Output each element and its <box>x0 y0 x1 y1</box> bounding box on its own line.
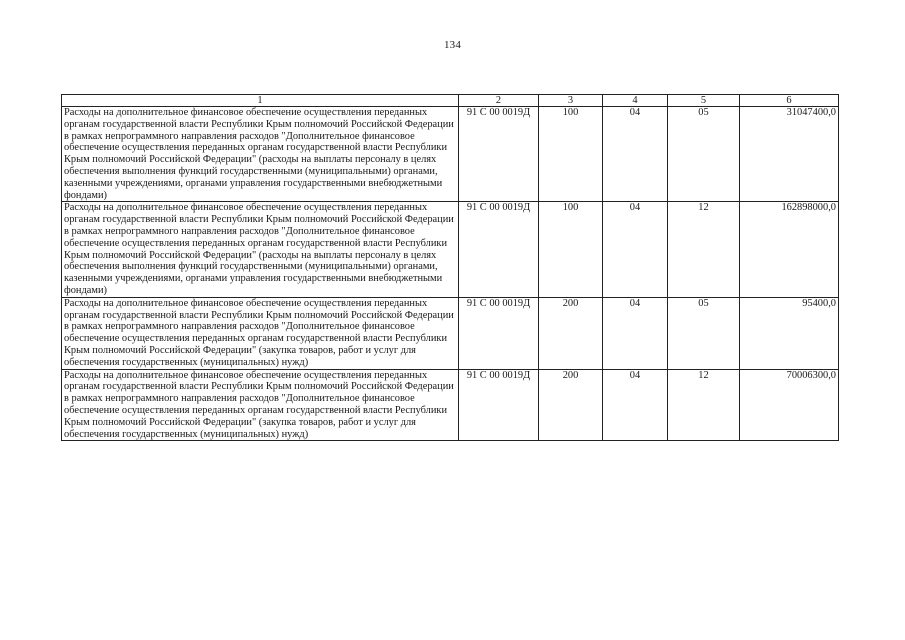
header-col-3: 3 <box>539 95 603 107</box>
header-col-5: 5 <box>668 95 740 107</box>
row-target-code: 91 С 00 0019Д <box>459 202 539 297</box>
row-description: Расходы на дополнительное финансовое обеспечение осуществления переданных органам государственной власти Республики Крым полномочий Российской Федерации в рамках непрограммного направления расходов "Дополнительное финансовое обеспечение осуществления переданных органам государственной власти Республики Крым полномочий Российской Федерации" (расходы на выплаты персоналу в целях обеспечения выполнения функций государственными (муниципальными) органами, казенными учреждениями, органами управления государственными внебюджетными фондами) <box>62 202 459 297</box>
row-amount: 70006300,0 <box>740 369 839 441</box>
row-section: 04 <box>603 369 668 441</box>
page-number: 134 <box>443 39 462 51</box>
row-section: 04 <box>603 202 668 297</box>
header-col-2: 2 <box>459 95 539 107</box>
row-subsection: 12 <box>668 369 740 441</box>
row-description: Расходы на дополнительное финансовое обеспечение осуществления переданных органам государственной власти Республики Крым полномочий Российской Федерации в рамках непрограммного направления расходов "Дополнительное финансовое обеспечение осуществления переданных органам государственной власти Республики Крым полномочий Российской Федерации" (закупка товаров, работ и услуг для обеспечения государственных (муниципальных) нужд) <box>62 297 459 369</box>
row-description: Расходы на дополнительное финансовое обеспечение осуществления переданных органам государственной власти Республики Крым полномочий Российской Федерации в рамках непрограммного направления расходов "Дополнительное финансовое обеспечение осуществления переданных органам государственной власти Республики Крым полномочий Российской Федерации" (закупка товаров, работ и услуг для обеспечения государственных (муниципальных) нужд) <box>62 369 459 441</box>
row-expense-type: 200 <box>539 297 603 369</box>
header-col-6: 6 <box>740 95 839 107</box>
budget-table <box>61 94 839 441</box>
table-row <box>62 297 839 369</box>
row-section: 04 <box>603 297 668 369</box>
row-subsection: 05 <box>668 297 740 369</box>
row-description: Расходы на дополнительное финансовое обеспечение осуществления переданных органам государственной власти Республики Крым полномочий Российской Федерации в рамках непрограммного направления расходов "Дополнительное финансовое обеспечение осуществления переданных органам государственной власти Республики Крым полномочий Российской Федерации" (расходы на выплаты персоналу в целях обеспечения выполнения функций государственными (муниципальными) органами, казенными учреждениями, органами управления государственными внебюджетными фондами) <box>62 107 459 202</box>
row-subsection: 12 <box>668 202 740 297</box>
row-subsection: 05 <box>668 107 740 202</box>
header-col-1: 1 <box>62 95 459 107</box>
row-expense-type: 200 <box>539 369 603 441</box>
row-target-code: 91 С 00 0019Д <box>459 107 539 202</box>
row-expense-type: 100 <box>539 107 603 202</box>
table-row <box>62 107 839 202</box>
row-amount: 95400,0 <box>740 297 839 369</box>
table-row <box>62 369 839 441</box>
row-amount: 31047400,0 <box>740 107 839 202</box>
table-row <box>62 202 839 297</box>
row-target-code: 91 С 00 0019Д <box>459 297 539 369</box>
table-header-row <box>62 95 839 107</box>
row-expense-type: 100 <box>539 202 603 297</box>
row-target-code: 91 С 00 0019Д <box>459 369 539 441</box>
row-amount: 162898000,0 <box>740 202 839 297</box>
header-col-4: 4 <box>603 95 668 107</box>
row-section: 04 <box>603 107 668 202</box>
